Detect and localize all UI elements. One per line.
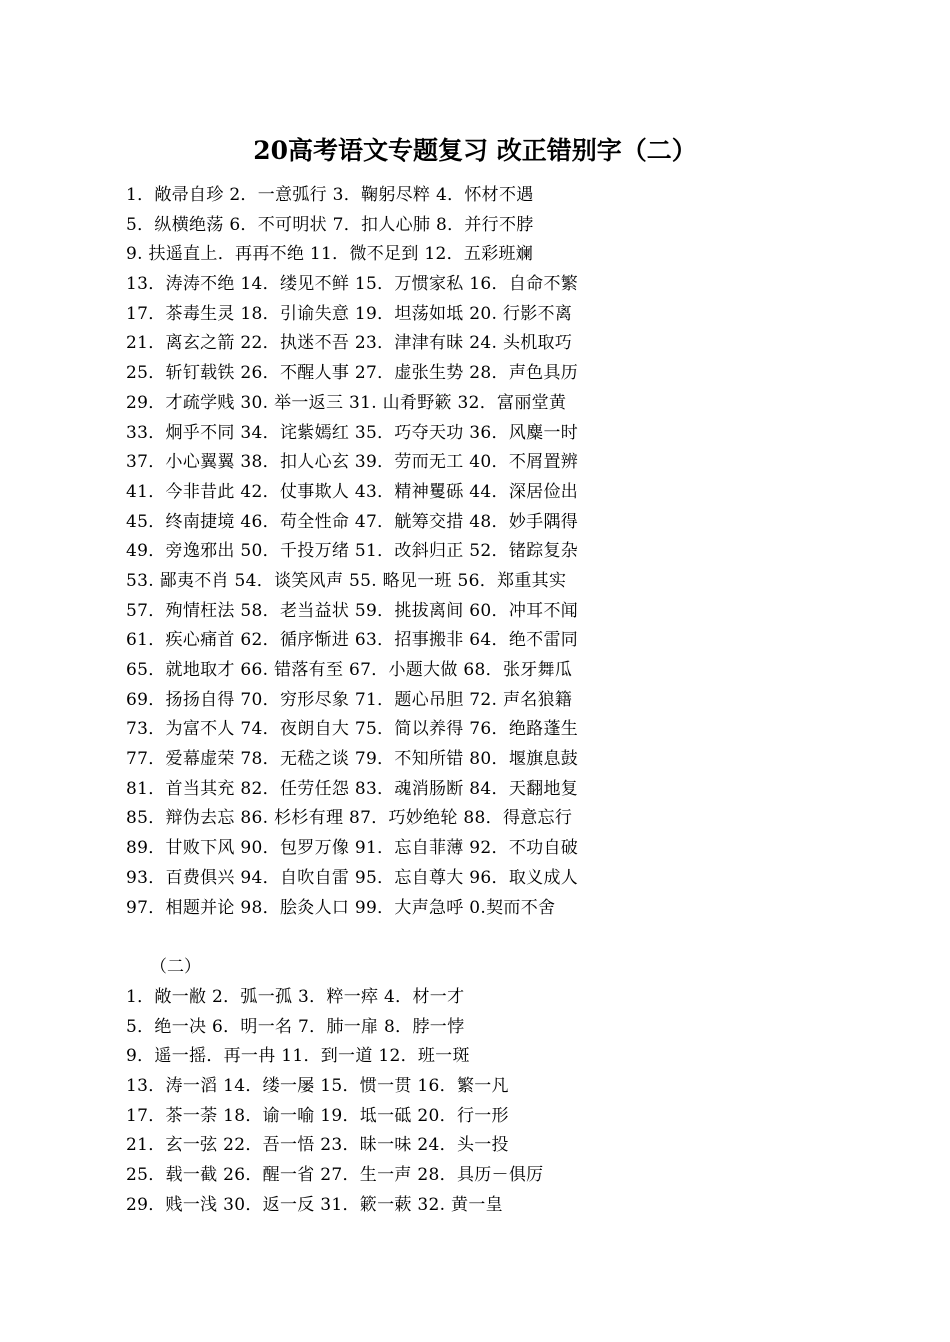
document-title: 20高考语文专题复习 改正错别字（二） bbox=[253, 136, 697, 165]
question-line: 57．殉情枉法 58．老当益状 59．挑拔离间 60．冲耳不闻 bbox=[126, 600, 579, 621]
question-line: 37．小心翼翼 38．扣人心玄 39．劳而无工 40．不屑置辨 bbox=[126, 452, 579, 473]
answer-line: 17．茶一荼 18．谕一喻 19．坻一砥 20．行一形 bbox=[126, 1105, 509, 1126]
question-line: 9. 扶遥直上．再再不绝 11．微不足到 12．五彩班斓 bbox=[126, 244, 534, 265]
answer-line: 1．敞一敝 2．弧一孤 3．粹一瘁 4．材一才 bbox=[126, 987, 465, 1007]
question-list bbox=[126, 181, 906, 923]
question-line: 17．茶毒生灵 18．引谕失意 19．坦荡如坻 20. 行影不离 bbox=[126, 303, 573, 324]
answer-line: 29．贱一浅 30．返一反 31．簌一蔌 32. 黄一皇 bbox=[126, 1194, 503, 1215]
question-line: 61．疾心痛首 62．循序惭进 63．招事搬非 64．绝不雷同 bbox=[126, 630, 579, 651]
question-line: 89．甘败下风 90．包罗万像 91．忘自菲薄 92．不功自破 bbox=[126, 838, 579, 859]
question-line: 33．炯乎不同 34．诧紫嫣红 35．巧夺天功 36．风麋一时 bbox=[126, 422, 579, 443]
question-line: 49．旁逸邪出 50．千投万绪 51．改斜归正 52．锗踪复杂 bbox=[126, 541, 579, 562]
question-line: 41．今非昔此 42．仗事欺人 43．精神矍砾 44．深居俭出 bbox=[126, 481, 579, 502]
question-line: 81．首当其充 82．任劳任怨 83．魂消肠断 84．天翻地复 bbox=[126, 778, 579, 799]
question-line: 29．才疏学贱 30. 举一返三 31. 山肴野簌 32．富丽堂黄 bbox=[126, 392, 567, 413]
question-line: 69．扬扬自得 70．穷形尽象 71．题心吊胆 72. 声名狼籍 bbox=[126, 689, 573, 710]
answer-line: 25．载一截 26．醒一省 27．生一声 28．具历－俱厉 bbox=[126, 1165, 544, 1186]
answer-line: 13．涛一滔 14．缕一屡 15．惯一贯 16．繁一凡 bbox=[126, 1076, 509, 1097]
question-line: 25．斩钉载铁 26．不醒人事 27．虚张生势 28．声色具历 bbox=[126, 363, 579, 384]
answer-line: 21．玄一弦 22．吾一悟 23．昧一味 24．头一投 bbox=[126, 1135, 509, 1156]
question-line: 77．爱幕虚荣 78．无嵇之谈 79．不知所错 80．堰旗息鼓 bbox=[126, 749, 579, 770]
question-line: 45．终南捷境 46．苟全性命 47．觥筹交措 48．妙手隅得 bbox=[126, 511, 579, 532]
answer-list bbox=[126, 983, 906, 1221]
answer-line: 9．遥一摇．再一冉 11．到一道 12．班一斑 bbox=[126, 1046, 470, 1067]
question-line: 13．涛涛不绝 14．缕见不鲜 15．万惯家私 16．自命不繁 bbox=[126, 274, 579, 295]
question-line: 53. 鄙夷不肖 54．谈笑风声 55. 略见一班 56．郑重其实 bbox=[126, 570, 567, 591]
question-line: 73．为富不人 74．夜朗自大 75．简以养得 76．绝路蓬生 bbox=[126, 719, 579, 740]
question-line: 97．相题并论 98．脍灸人口 99．大声急呼 0.契而不舍 bbox=[126, 897, 556, 918]
answer-line: 5．绝一决 6．明一名 7．肺一扉 8．脖一悖 bbox=[126, 1016, 465, 1037]
question-line: 85．辩伪去忘 86. 杉杉有理 87．巧妙绝轮 88．得意忘行 bbox=[126, 808, 573, 829]
question-line: 21．离玄之箭 22．执迷不吾 23．津津有昧 24. 头机取巧 bbox=[126, 333, 573, 354]
question-line: 65．就地取才 66. 错落有至 67．小题大做 68．张牙舞瓜 bbox=[126, 660, 573, 680]
question-line: 93．百费俱兴 94．自吹自雷 95．忘自尊大 96．取义成人 bbox=[126, 867, 579, 888]
question-line: 1．敞帚自珍 2．一意弧行 3．鞠躬尽粹 4．怀材不遇 bbox=[126, 185, 534, 205]
answers-heading: （二） bbox=[150, 957, 201, 977]
question-line: 5．纵横绝荡 6．不可明状 7．扣人心肺 8．并行不脖 bbox=[126, 214, 534, 235]
